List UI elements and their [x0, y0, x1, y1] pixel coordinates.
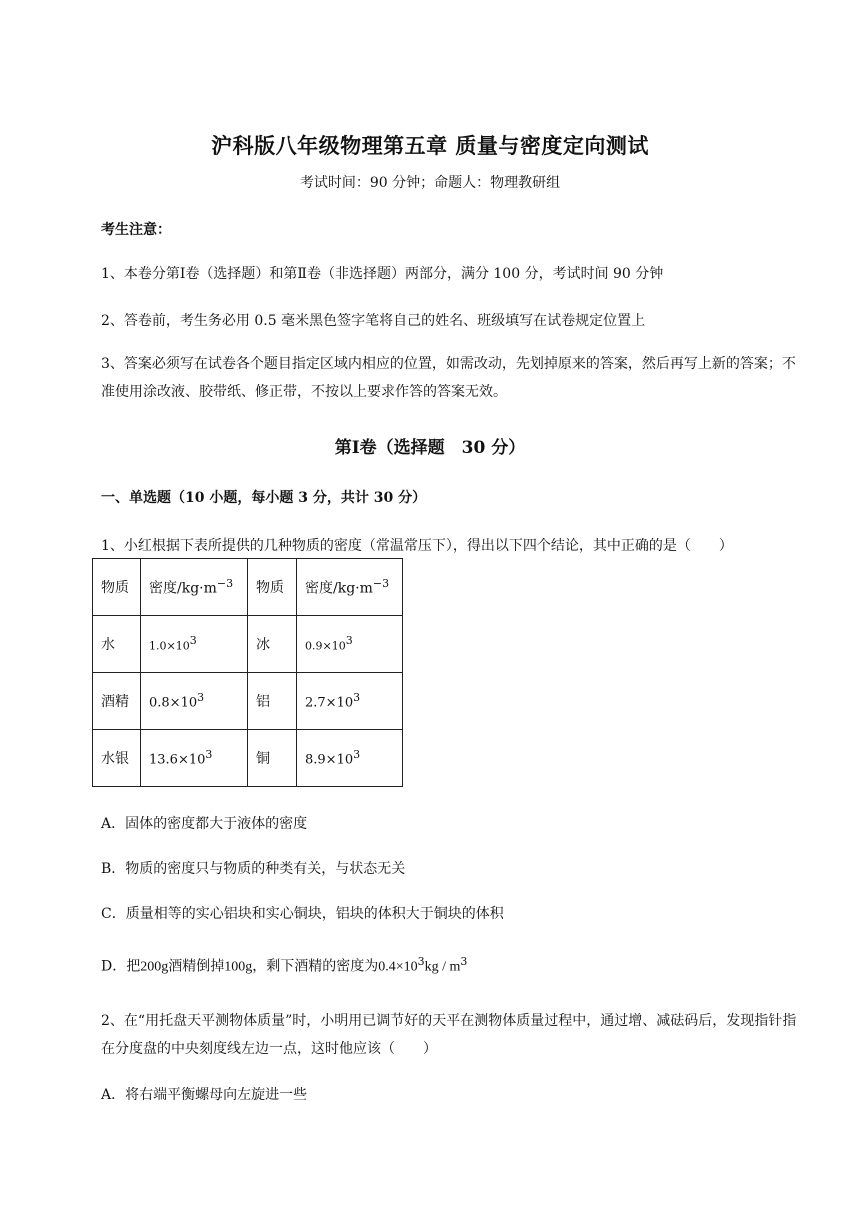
question-2-option-a: A．将右端平衡螺母向左旋进一些 — [101, 1087, 308, 1103]
option-d-density-value: 0.4×10 — [378, 959, 418, 975]
notice-heading: 考生注意： — [101, 222, 171, 238]
density-value: 1.0×10 — [149, 639, 190, 653]
table-header-cell: 物质 — [93, 559, 141, 616]
section-title: 第Ⅰ卷（选择题 30 分） — [334, 438, 526, 458]
option-d-unit-exponent: 3 — [460, 955, 468, 968]
part-heading: 一、单选题（10 小题，每小题 3 分，共计 30 分） — [101, 490, 427, 506]
density-exponent: 3 — [189, 634, 197, 648]
density-value: 0.9×10 — [305, 639, 346, 653]
density-cell — [141, 673, 248, 730]
density-value: 13.6×10 — [149, 752, 206, 768]
density-cell — [297, 730, 403, 787]
substance-cell: 水 — [93, 616, 141, 673]
table-row — [93, 673, 403, 730]
table-row — [93, 616, 403, 673]
notice-item-2: 2、答卷前，考生务必用 0.5 毫米黑色签字笔将自己的姓名、班级填写在试卷规定位置上 — [101, 313, 646, 329]
option-d-density-exponent: 3 — [417, 955, 425, 968]
density-cell — [141, 616, 248, 673]
option-d-text-2: ，剩下酒精的密度为 — [252, 958, 379, 975]
notice-item-1: 1、本卷分第Ⅰ卷（选择题）和第Ⅱ卷（非选择题）两部分，满分 100 分，考试时间 90 分钟 — [101, 266, 664, 282]
table-row — [93, 730, 403, 787]
question-1-stem: 1、小红根据下表所提供的几种物质的密度（常温常压下），得出以下四个结论，其中正确的是（ ） — [101, 538, 733, 554]
density-value: 2.7×10 — [305, 695, 354, 711]
density-exponent: 3 — [197, 691, 205, 705]
option-d-unit: kg / m — [424, 959, 461, 975]
density-exponent: 3 — [345, 634, 353, 648]
density-exponent: 3 — [353, 748, 361, 762]
density-cell — [141, 730, 248, 787]
option-d-prefix: D．把 — [101, 958, 141, 975]
question-2-stem: 2、在“用托盘天平测物体质量”时，小明用已调节好的天平在测物体质量过程中，通过增、减砝码后，发现指针指在分度盘的中央刻度线左边一点，这时他应该（ ） — [101, 1013, 797, 1057]
substance-cell: 冰 — [248, 616, 297, 673]
substance-cell: 酒精 — [93, 673, 141, 730]
exam-title: 沪科版八年级物理第五章 质量与密度定向测试 — [211, 133, 649, 158]
header-text: 密度/kg·m — [305, 580, 373, 597]
substance-cell: 铝 — [248, 673, 297, 730]
density-value: 8.9×10 — [305, 752, 354, 768]
density-value: 0.8×10 — [149, 695, 198, 711]
table-header-cell — [141, 559, 248, 616]
option-d-mass-2: 100g — [224, 959, 253, 975]
question-1-option-b: B．物质的密度只与物质的种类有关，与状态无关 — [101, 861, 406, 877]
density-exponent: 3 — [205, 748, 213, 762]
option-d-text-1: 酒精倒掉 — [168, 958, 225, 975]
question-1-option-d — [101, 955, 467, 976]
table-header-cell: 物质 — [248, 559, 297, 616]
unit-exponent: −3 — [372, 576, 390, 590]
option-d-mass-1: 200g — [140, 959, 169, 975]
density-cell — [297, 616, 403, 673]
substance-cell: 水银 — [93, 730, 141, 787]
density-exponent: 3 — [353, 691, 361, 705]
notice-item-3: 3、答案必须写在试卷各个题目指定区域内相应的位置，如需改动，先划掉原来的答案，然后再写上新的答案；不准使用涂改液、胶带纸、修正带，不按以上要求作答的答案无效。 — [101, 356, 796, 400]
exam-subtitle: 考试时间：90 分钟；命题人：物理教研组 — [299, 175, 561, 191]
question-1-option-a: A．固体的密度都大于液体的密度 — [101, 816, 308, 832]
table-header-cell — [297, 559, 403, 616]
substance-cell: 铜 — [248, 730, 297, 787]
unit-exponent: −3 — [216, 576, 234, 590]
table-header-row — [93, 559, 403, 616]
header-text: 密度/kg·m — [149, 580, 217, 597]
question-1-option-c: C．质量相等的实心铝块和实心铜块，铝块的体积大于铜块的体积 — [101, 906, 504, 922]
density-cell — [297, 673, 403, 730]
density-table — [92, 558, 403, 787]
